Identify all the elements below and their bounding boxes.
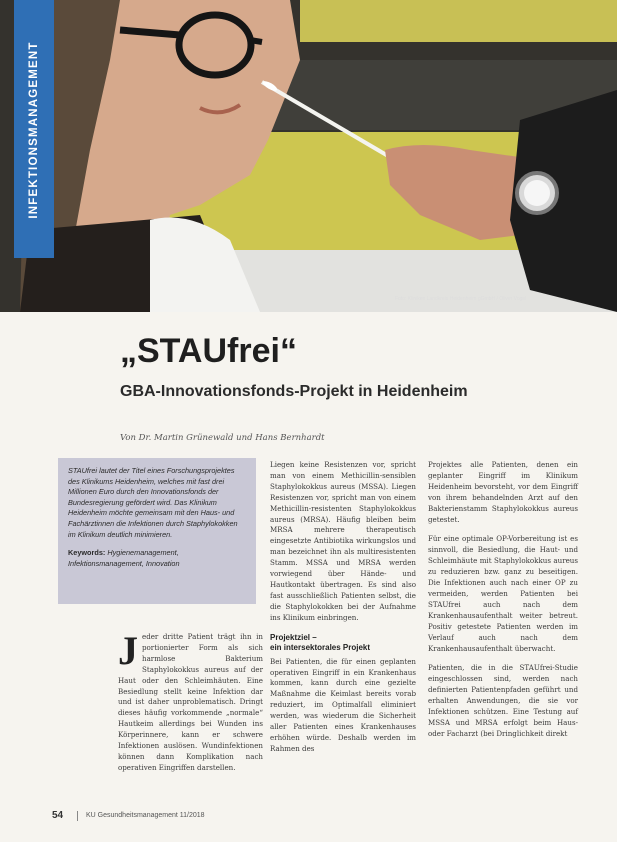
article-subtitle: GBA-Innovationsfonds-Projekt in Heidenheim (120, 383, 468, 400)
paragraph: Bei Patienten, die für einen geplanten operativen Eingriff in ein Krankenhaus kommen, kann durch eine gezielte Maßnahme die Keimlast bereits vorab reduziert, im Optimalfall eliminiert werden, was wiederum die Sicherheit aller Patienten eines Krankenhauses erhöhen würde. Deshalb werden im Rahmen des (270, 656, 416, 753)
paragraph (118, 628, 263, 774)
paragraph: Für eine optimale OP-Vorbereitung ist es sinnvoll, die Besiedlung, die Haut- und Schleimhäute mit Staphylokokkus aureus zu reduzieren bzw. ganz zu beseitigen. Die Infektionen auch nach einer OP zu vermeiden, werden Patienten bei STAUfrei auch nach dem Krankenhausaufenthalt weiter betreut. Positiv getestete Patienten werden im Verlauf auch nach dem Krankenhausaufenthalt überwacht. (428, 534, 578, 653)
abstract-box (58, 458, 256, 604)
paragraph-text: eder dritte Patient trägt ihn in portionierter Form als sich harmlose Bakterium Staphylokokkus aureus auf der Haut oder den Schleimhäuten. Eine Besiedlung stellt keine Infektion dar und ist daher unproblematisch. Dringt dieses häufig vorkommende „normale“ Hautkeim allerdings bei Wunden ins Körperinnere, kann er schwere Infektionen auslösen. Wundinfektionen können dann Komplikation nach operativen Eingriffen darstellen. (118, 632, 263, 772)
paragraph: Patienten, die in die STAUfrei-Studie eingeschlossen sind, werden nach definierten Patientenpfaden geführt und erhalten Anwendungen, die sie vor Infektionen schützen. Eine Testung auf MSSA und MRSA erfolgt beim Haus- oder Facharzt (bei Dringlichkeit direkt (428, 663, 578, 738)
journal-name: KU Gesundheitsmanagement 11/2018 (86, 812, 205, 819)
body-column-2 (270, 460, 416, 764)
page-number: 54 (52, 810, 64, 821)
keywords (68, 548, 246, 569)
keywords-label: Keywords: (68, 548, 106, 558)
keywords-list: Hygienemanagement, Infektionsmanagement, Innovation (68, 548, 180, 568)
dropcap: J (118, 628, 138, 673)
body-column-1 (118, 628, 263, 783)
page-footer (52, 810, 592, 824)
body-column-3 (428, 460, 578, 749)
article-title: „STAUfrei“ (120, 332, 297, 370)
footer-divider (77, 811, 78, 821)
paragraph: Liegen keine Resistenzen vor, spricht man von einem Methicillin-sensiblen Staphylokokkus aureus (MSSA). Liegen Resistenzen vor, spricht man von einem Methicillin-resistenten Staphylokokkus aureus (MRSA). Häufig bleiben beim MRSA mehrere therapeutisch eingesetzte Antibiotika wirkungslos und man bezeichnet ihn als multiresistenten Stamm. MSSA und MRSA werden vorwiegend über Hände- und Hautkontakt übertragen. Es sind also fast ausschließlich Patienten selbst, die die Staphylokokken bei der Aufnahme ins Klinikum einbringen. (270, 460, 416, 622)
section-label: INFEKTIONSMANAGEMENT (28, 41, 40, 219)
photo-illustration (0, 0, 617, 312)
article-authors: Von Dr. Martin Grünewald und Hans Bernhardt (120, 433, 325, 443)
photo-credit: Foto: Kliniken Landkreis Heidenheim gGmbH / Oliver Vogel (395, 296, 527, 302)
paragraph: Projektes alle Patienten, denen ein geplanter Eingriff im Klinikum Heidenheim bevorsteht, vor dem Eingriff von ihrem behandelnden Arzt auf den Bakterienstamm Staphylokokkus aureus getestet. (428, 460, 578, 524)
header-photo (0, 0, 617, 312)
abstract-text: STAUfrei lautet der Titel eines Forschungsprojektes des Klinikums Heidenheim, welches mit fast drei Millionen Euro durch den Innovationsfonds der Bundesregierung gefördert wird. Das Klinikum Heidenheim möchte gemeinsam mit den Haus- und Fachärztinnen die Infektionen durch Staphylokokken im Klinikum deutlich minimieren. (68, 466, 238, 539)
section-heading: Projektziel – ein intersektorales Projekt (270, 632, 371, 652)
